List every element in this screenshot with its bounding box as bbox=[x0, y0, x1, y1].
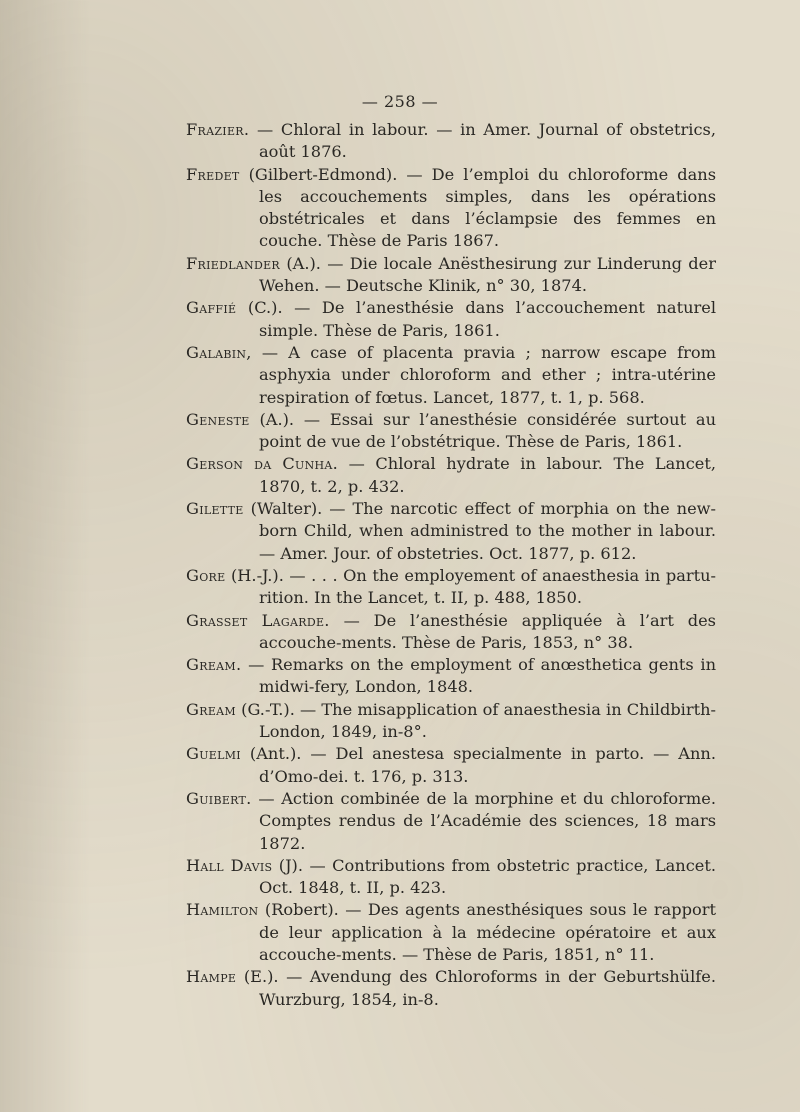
bibliography-entry bbox=[186, 253, 716, 298]
entry-text: (J). — Contributions from obstetric practice, Lancet. Oct. 1848, t. II, p. 423. bbox=[259, 855, 716, 898]
entry-author: Geneste bbox=[186, 409, 250, 429]
entry-text: (E.). — Avendung des Chloroforms in der Geburtshülfe. Wurzburg, 1854, in-8. bbox=[236, 967, 716, 1009]
entry-text: (Walter). — The narcotic effect of morphia on the new-born Child, when administred to the mother in labour. — Amer. Jour. of obstetries. Oct. 1877, p. 612. bbox=[243, 499, 716, 563]
entry-author: Hampe bbox=[186, 967, 237, 987]
page-number: — 258 — bbox=[361, 92, 439, 111]
entry-author: Grasset Lagarde. bbox=[186, 610, 330, 630]
entry-author: Friedlander bbox=[186, 253, 281, 273]
entry-text: (H.-J.). — . . . On the employement of anaesthesia in partu-rition. In the Lancet, t. II, p. 488, 1850. bbox=[225, 565, 716, 608]
entry-text: (A.). — Die locale Anësthesirung zur Linderung der Wehen. — Deutsche Klinik, n° 30, 1874. bbox=[259, 253, 716, 296]
bibliography-entry bbox=[186, 899, 716, 966]
bibliography-list bbox=[186, 119, 716, 1011]
entry-author: Gaffié bbox=[186, 298, 237, 318]
entry-text: — A case of placenta pravia ; narrow escape from asphyxia under chloroform and ether ; intra-utérine respiration of fœtus. Lancet, 1877, t. 1, p. 568. bbox=[251, 342, 716, 407]
bibliography-entry bbox=[186, 654, 716, 699]
entry-text: — Action combinée de la morphine et du chloroforme. Comptes rendus de l’Académie des sciences, 18 mars 1872. bbox=[251, 788, 716, 853]
entry-author: Gilette bbox=[186, 499, 244, 519]
entry-text: — Chloral in labour. — in Amer. Journal of obstetrics, août 1876. bbox=[249, 120, 716, 162]
entry-author: Gore bbox=[186, 565, 226, 585]
bibliography-entry bbox=[186, 498, 716, 565]
entry-author: Hamilton bbox=[186, 900, 259, 920]
bibliography-entry bbox=[186, 409, 716, 454]
entry-author: Galabin, bbox=[186, 342, 252, 362]
bibliography-entry bbox=[186, 610, 716, 655]
bibliography-entry bbox=[186, 342, 716, 409]
bibliography-entry bbox=[186, 855, 716, 900]
entry-text: — Remarks on the employment of anœsthetica gents in midwi-fery, London, 1848. bbox=[241, 655, 716, 697]
bibliography-entry bbox=[186, 119, 716, 164]
entry-author: Gream. bbox=[186, 655, 242, 675]
bibliography-entry bbox=[186, 743, 716, 788]
entry-author: Gream bbox=[186, 699, 236, 719]
entry-text: (A.). — Essai sur l’anesthésie considérée surtout au point de vue de l’obstétrique. Thèse de Paris, 1861. bbox=[249, 409, 716, 452]
entry-text: — Chloral hydrate in labour. The Lancet, 1870, t. 2, p. 432. bbox=[259, 454, 716, 496]
bibliography-entry bbox=[186, 164, 716, 253]
bibliography-entry bbox=[186, 788, 716, 855]
entry-text: (Robert). — Des agents anesthésiques sous le rapport de leur application à la médecine opératoire et aux accouche-ments. — Thèse de Paris, 1851, n° 11. bbox=[258, 900, 716, 964]
entry-text: (Gilbert-Edmond). — De l’emploi du chloroforme dans les accouchements simples, dans les opérations obstétricales et dans l’éclampsie des femmes en couche. Thèse de Paris 1867. bbox=[239, 164, 716, 251]
entry-author: Fredet bbox=[186, 164, 240, 184]
entry-text: (G.-T.). — The misapplication of anaesthesia in Childbirth- London, 1849, in-8°. bbox=[235, 699, 716, 742]
bibliography-entry bbox=[186, 699, 716, 744]
entry-author: Gerson da Cunha. bbox=[186, 454, 339, 474]
entry-author: Hall Davis bbox=[186, 855, 273, 875]
entry-text: (Ant.). — Del anestesa specialmente in parto. — Ann. d’Omo-dei. t. 176, p. 313. bbox=[240, 744, 716, 786]
entry-author: Guelmi bbox=[186, 744, 241, 764]
bibliography-entry bbox=[186, 297, 716, 342]
entry-author: Frazier. bbox=[186, 120, 250, 139]
entry-text: — De l’anesthésie appliquée à l’art des accouche-ments. Thèse de Paris, 1853, n° 38. bbox=[259, 610, 716, 652]
entry-author: Guibert. bbox=[186, 788, 252, 808]
bibliography-entry bbox=[186, 565, 716, 610]
entry-text: (C.). — De l’anesthésie dans l’accouchement naturel simple. Thèse de Paris, 1861. bbox=[236, 298, 716, 340]
bibliography-entry bbox=[186, 966, 716, 1011]
bibliography-entry bbox=[186, 453, 716, 498]
